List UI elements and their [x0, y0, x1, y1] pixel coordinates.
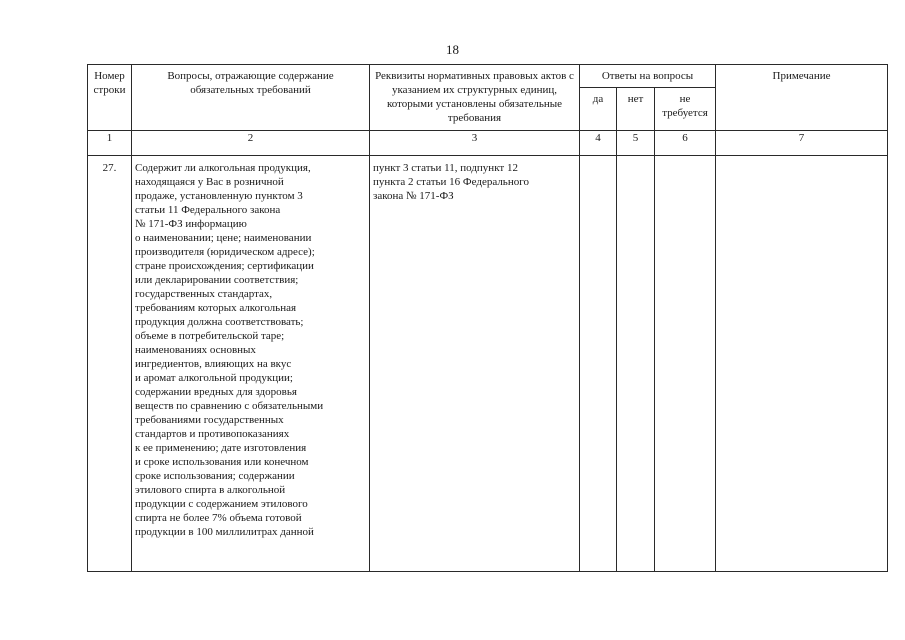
row-number-cell: 27. [88, 156, 132, 572]
answer-no-cell[interactable] [617, 156, 655, 572]
header-answer-yes: да [580, 88, 617, 131]
header-answer-no: нет [617, 88, 655, 131]
column-number: 1 [88, 131, 132, 156]
column-number: 3 [370, 131, 580, 156]
column-number: 2 [132, 131, 370, 156]
page-number: 18 [446, 42, 459, 57]
header-row-number: Номер строки [88, 65, 132, 131]
header-questions: Вопросы, отражающие содержание обязательных требований [132, 65, 370, 131]
answer-yes-cell[interactable] [580, 156, 617, 572]
requisites-text: пункт 3 статьи 11, подпункт 12 пункта 2 статьи 16 Федерального закона № 171-ФЗ [373, 162, 529, 202]
column-number: 5 [617, 131, 655, 156]
header-row [88, 65, 888, 88]
answer-not-required-cell[interactable] [655, 156, 716, 572]
header-note: Примечание [716, 65, 888, 131]
note-cell[interactable] [716, 156, 888, 572]
header-answers: Ответы на вопросы [580, 65, 716, 88]
question-cell [132, 156, 370, 572]
column-number-row [88, 131, 888, 156]
column-number: 7 [716, 131, 888, 156]
header-requisites: Реквизиты нормативных правовых актов с указанием их структурных единиц, которыми установлены обязательные требования [370, 65, 580, 131]
column-number: 6 [655, 131, 716, 156]
column-number: 4 [580, 131, 617, 156]
question-text: Содержит ли алкогольная продукция, находящаяся у Вас в розничной продаже, установленную пунктом 3 статьи 11 Федерального закона № 171-ФЗ информацию о наименовании; цене; наименовании производителя (юридическом адресе); стране происхождения; сертификации или декларировании соответствия; государственных стандартах, требованиям которых алкогольная продукция должна соответствовать; объеме в потребительской таре; наименованиях основных ингредиентов, влияющих на вкус и аромат алкогольной продукции; содержании вредных для здоровья веществ по сравнению с обязательными требованиями государственных стандартов и противопоказаниях к ее применению; дате изготовления и сроке использования или конечном сроке использования; содержании этилового спирта в алкогольной продукции с содержанием этилового спирта не более 7% объема готовой продукции в 100 миллилитрах данной [135, 162, 324, 538]
requisites-cell [370, 156, 580, 572]
table-row [88, 156, 888, 572]
requirements-table [87, 64, 888, 572]
header-answer-not-required: не требуется [655, 88, 716, 131]
